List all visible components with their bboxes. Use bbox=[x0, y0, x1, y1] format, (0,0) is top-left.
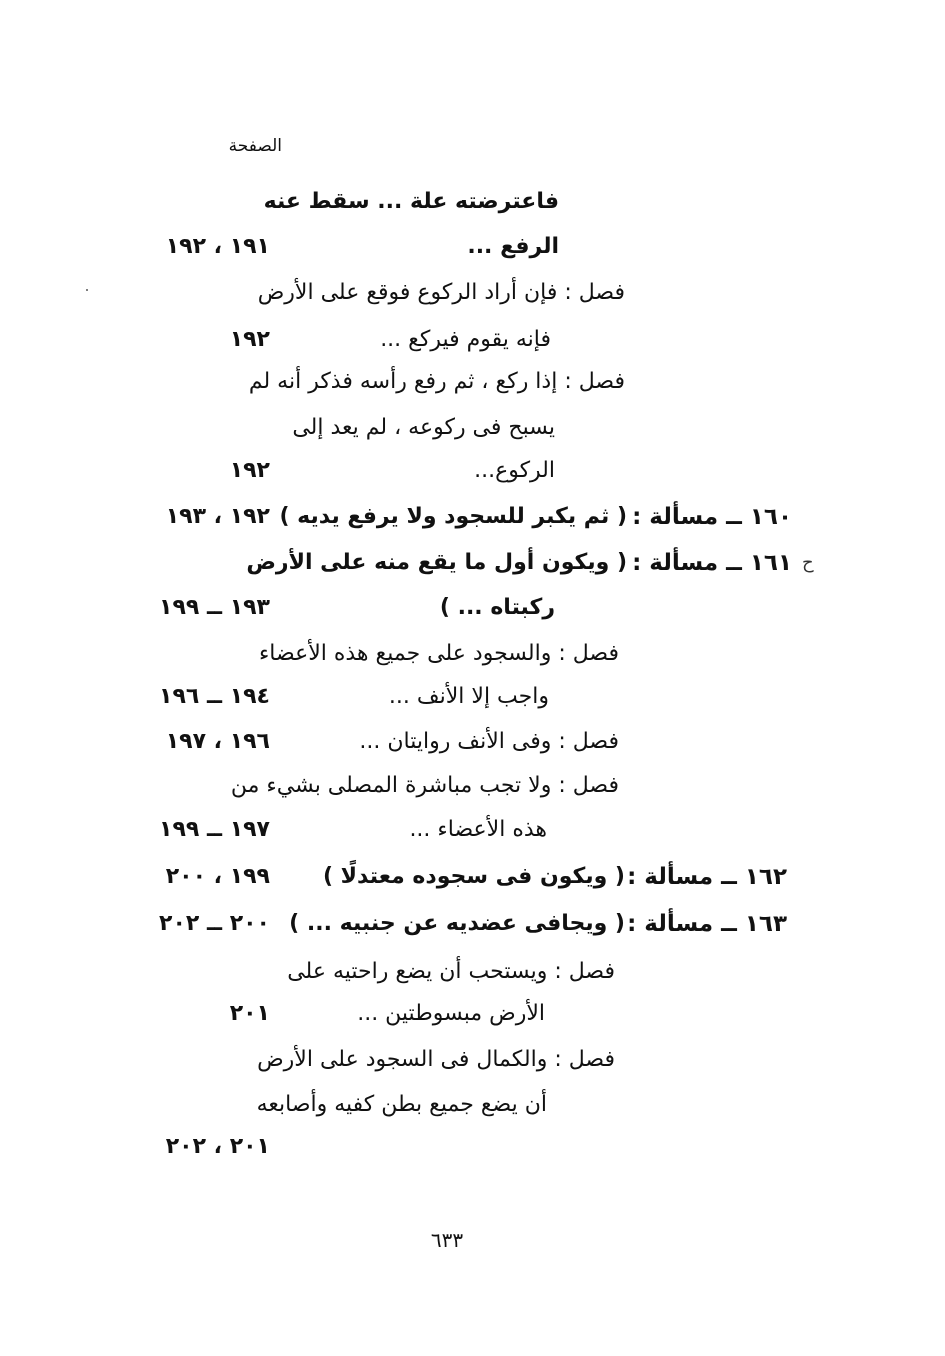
entry-text: فاعترضته علة ... سقط عنه bbox=[263, 189, 559, 214]
index-row bbox=[0, 992, 945, 1036]
index-row bbox=[0, 808, 945, 852]
entry-pages: ١٩٢ bbox=[229, 327, 270, 352]
entry-pages: ١٩٦ ، ١٩٧ bbox=[165, 729, 270, 754]
index-row bbox=[0, 406, 945, 450]
entry-pages: ١٩٤ ــ ١٩٦ bbox=[159, 684, 270, 709]
entry-text: فصل : ويستحب أن يضع راحتيه على bbox=[287, 959, 615, 984]
entry-text: فإنه يقوم فيركع ... bbox=[380, 327, 551, 352]
entry-text: الأرض مبسوطتين ... bbox=[357, 1001, 545, 1026]
masala-label: ١٦١ ــ مسألة : bbox=[632, 550, 792, 576]
entry-pages: ١٩٣ ــ ١٩٩ bbox=[159, 595, 270, 620]
entry-pages: ١٩٢ bbox=[229, 458, 270, 483]
page-number: ٦٣٣ bbox=[430, 1228, 464, 1252]
index-row bbox=[0, 764, 945, 808]
entry-pages: ١٩١ ، ١٩٢ bbox=[165, 234, 270, 259]
entry-text: الركوع... bbox=[474, 458, 555, 483]
entry-text: فصل : وفى الأنف روايتان ... bbox=[359, 729, 619, 754]
entry-text: الرفع ... bbox=[467, 234, 559, 259]
index-row bbox=[0, 720, 945, 764]
entry-text: فصل : إذا ركع ، ثم رفع رأسه فذكر أنه لم bbox=[248, 369, 625, 394]
index-row bbox=[0, 902, 945, 946]
index-row bbox=[0, 495, 945, 539]
masala-label: ١٦٣ ــ مسألة : bbox=[627, 911, 787, 937]
page-column-header: الصفحة bbox=[228, 136, 282, 156]
index-row bbox=[0, 855, 945, 899]
index-row bbox=[0, 225, 945, 269]
entry-pages: ١٩٧ ــ ١٩٩ bbox=[159, 817, 270, 842]
entry-text: ركبتاه ... ) bbox=[439, 595, 555, 620]
index-row bbox=[0, 271, 945, 315]
index-row bbox=[0, 632, 945, 676]
entry-pages: ١٩٢ ، ١٩٣ bbox=[165, 504, 270, 529]
entry-pages: ٢٠١ bbox=[229, 1001, 270, 1026]
index-row bbox=[0, 449, 945, 493]
entry-pages: ٢٠١ ، ٢٠٢ bbox=[165, 1134, 270, 1159]
entry-text: ( ويكون أول ما يقع منه على الأرض bbox=[246, 550, 627, 575]
index-row bbox=[0, 675, 945, 719]
entry-text: فصل : ولا تجب مباشرة المصلى بشيء من bbox=[230, 773, 619, 798]
entry-text: ( ويكون فى سجوده معتدلًا ) bbox=[322, 864, 625, 889]
entry-text: هذه الأعضاء ... bbox=[409, 817, 547, 842]
entry-text: ( ثم يكبر للسجود ولا يرفع يديه ) bbox=[279, 504, 627, 529]
index-row bbox=[0, 950, 945, 994]
index-row bbox=[0, 1083, 945, 1127]
entry-pages: ١٩٩ ، ٢٠٠ bbox=[165, 864, 270, 889]
index-row bbox=[0, 1038, 945, 1082]
entry-text: أن يضع جميع بطن كفيه وأصابعه bbox=[256, 1092, 547, 1117]
entry-text: فصل : والكمال فى السجود على الأرض bbox=[257, 1047, 615, 1072]
masala-label: ١٦٢ ــ مسألة : bbox=[627, 864, 787, 890]
index-row bbox=[0, 318, 945, 362]
index-row bbox=[0, 541, 945, 585]
margin-mark: ح bbox=[802, 552, 814, 573]
entry-text: يسبح فى ركوعه ، لم يعد إلى bbox=[292, 415, 555, 440]
entry-text: فصل : فإن أراد الركوع فوقع على الأرض bbox=[257, 280, 625, 305]
index-row bbox=[0, 360, 945, 404]
index-row bbox=[0, 180, 945, 224]
entry-text: فصل : والسجود على جميع هذه الأعضاء bbox=[258, 641, 619, 666]
masala-label: ١٦٠ ــ مسألة : bbox=[632, 504, 792, 530]
index-row bbox=[0, 1125, 945, 1169]
entry-pages: ٢٠٠ ــ ٢٠٢ bbox=[159, 911, 270, 936]
entry-text: واجب إلا الأنف ... bbox=[388, 684, 549, 709]
entry-text: ( ويجافى عضديه عن جنبيه ... ) bbox=[289, 911, 625, 936]
index-row bbox=[0, 586, 945, 630]
